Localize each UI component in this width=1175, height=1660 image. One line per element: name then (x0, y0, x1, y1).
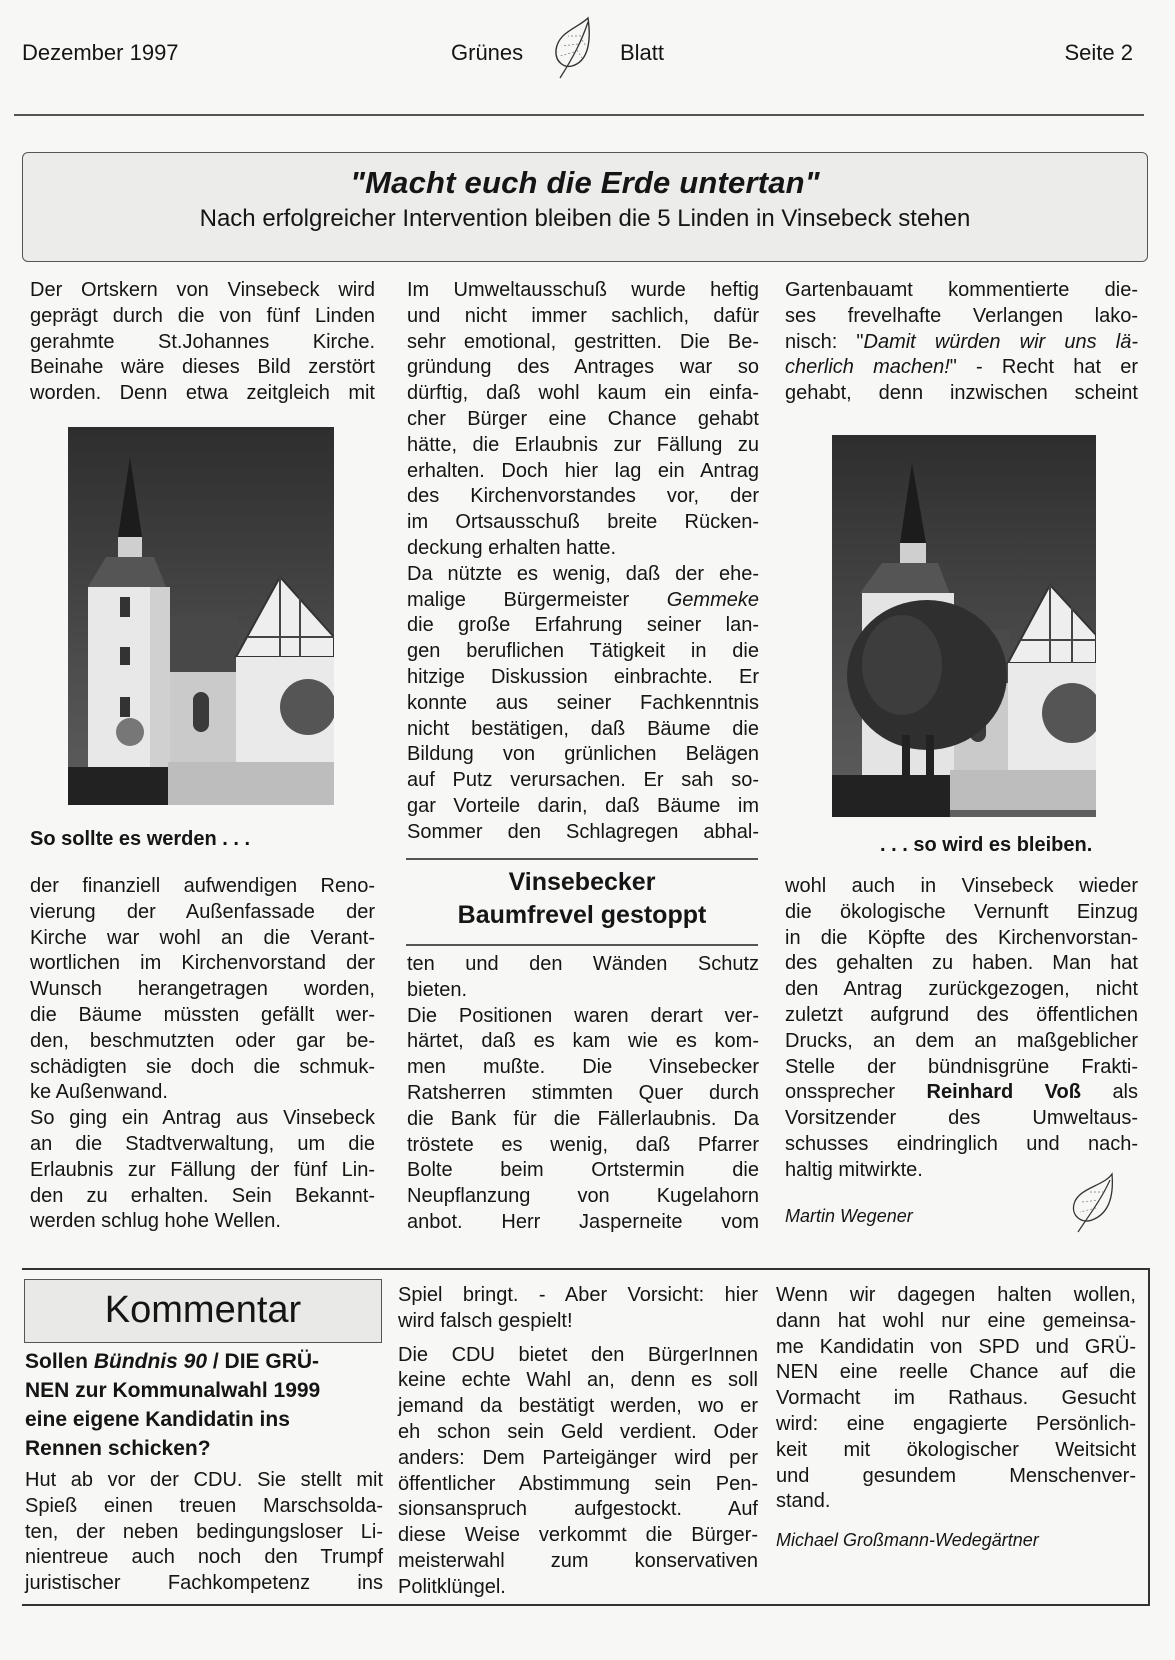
kommentar-col1 (25, 1468, 383, 1597)
text-line: Im Umweltausschuß wurde heftig (407, 279, 759, 301)
article-col1-bottom (30, 874, 375, 1235)
text-line: Ratsherren stimmten Quer durch (407, 1081, 759, 1104)
text-line: gar Vorteile darin, daß Bäume im (407, 794, 759, 817)
text-line: nientreue auch noch den Trumpf (25, 1546, 383, 1569)
article-author: Martin Wegener (785, 1206, 913, 1226)
masthead-left: Grünes (451, 40, 524, 65)
text-fragment: " - Recht hat er (949, 356, 1138, 379)
text-line (785, 330, 1138, 356)
article-col1-top (30, 278, 375, 407)
text-line: schusses eindringlich und nach- (785, 1132, 1138, 1155)
text-line: und nicht immer sachlich, dafür (407, 304, 759, 327)
text-line: und gesundem Menschenver- (776, 1464, 1136, 1487)
kommentar-label: Kommentar (24, 1279, 382, 1343)
text-line: Da nützte es wenig, daß der ehe- (407, 562, 759, 585)
text-line: gründung des Antrages war so (407, 356, 759, 379)
text-line: an die Stadtverwaltung, um die (30, 1132, 375, 1155)
text-line: die Bäume müssten gefällt wer- (30, 1003, 375, 1026)
text-line: jemand da bestätigt werden, wo er (398, 1395, 758, 1418)
quote-fragment: cherlich machen! (785, 356, 950, 379)
text-line: dürftig, daß wohl kaum ein einfa- (407, 382, 759, 405)
text-line: bieten. (407, 978, 468, 1001)
kommentar-question (25, 1347, 387, 1463)
person-name-gemmeke: Gemmeke (666, 588, 759, 611)
text-fragment: nisch: " (785, 330, 864, 353)
text-line: NEN eine reelle Chance auf die (776, 1361, 1136, 1384)
page-number: Seite 2 (1064, 40, 1133, 65)
person-name-voss: Reinhard Voß (926, 1081, 1081, 1104)
text-fragment: Sollen (25, 1350, 94, 1373)
subhead-rule-top (406, 858, 758, 860)
text-line: in die Köpfte des Kirchenvorstan- (785, 926, 1138, 949)
text-line: anders: Dem Parteigänger wird per (398, 1446, 758, 1469)
text-line: den zu erhalten. Sein Bekannt- (30, 1184, 375, 1207)
text-line: sehr emotional, gestritten. Die Be- (407, 330, 759, 353)
text-line: stand. (776, 1490, 831, 1513)
article-col2-top (407, 278, 759, 846)
text-line: Die Positionen waren derart ver- (407, 1004, 759, 1027)
text-line: Der Ortskern von Vinsebeck wird (30, 279, 375, 301)
text-line (407, 588, 759, 614)
text-line: härtet, daß es kam wie es kom- (407, 1030, 759, 1053)
text-line: Neupflanzung von Kugelahorn (407, 1185, 759, 1208)
text-line: So ging ein Antrag aus Vinsebeck (30, 1107, 375, 1130)
text-line: wohl auch in Vinsebeck wieder (785, 875, 1138, 897)
header-divider (14, 114, 1144, 116)
subhead-rule-bottom (406, 944, 758, 946)
text-line: erhalten. Doch hier lag ein Antrag (407, 459, 759, 482)
question-line (25, 1347, 387, 1376)
text-line: gehabt, denn inzwischen scheint (785, 382, 1138, 405)
text-line: schädigten sie doch die schmuk- (30, 1055, 375, 1078)
question-line: NEN zur Kommunalwahl 1999 (25, 1379, 321, 1402)
text-line: hitzige Diskussion einbrachte. Er (407, 665, 759, 688)
party-name-italic: Bündnis 90 (93, 1350, 208, 1373)
kommentar-author: Michael Großmann-Wedegärtner (776, 1530, 1039, 1550)
text-line: Bildung von grünlichen Belägen (407, 743, 759, 766)
text-line: cher Bürger eine Chance gehabt (407, 407, 759, 430)
text-fragment: onssprecher (785, 1081, 927, 1104)
text-line: die Bank für die Fällerlaubnis. Da (407, 1107, 759, 1130)
leaf-icon (548, 16, 604, 82)
text-line: meisterwahl zum konservativen (398, 1549, 758, 1572)
text-line: Kirche war wohl an die Verant- (30, 926, 375, 949)
text-line: juristischer Fachkompetenz ins (25, 1572, 383, 1595)
text-line: nicht bestätigen, daß Bäume die (407, 717, 759, 740)
text-line: ten, der neben bedingungsloser Li- (25, 1520, 383, 1543)
text-line: der finanziell aufwendigen Reno- (30, 875, 375, 897)
text-line: anbot. Herr Jasperneite vom (407, 1210, 759, 1233)
text-line: hätte, die Erlaubnis zur Fällung zu (407, 433, 759, 456)
text-line: diese Weise verkommt die Bürger- (398, 1524, 758, 1547)
subheadline: Nach erfolgreicher Intervention bleiben die 5 Linden in Vinsebeck stehen (199, 205, 971, 232)
text-line: Hut ab vor der CDU. Sie stellt mit (25, 1469, 383, 1491)
text-line: zuletzt aufgrund des öffentlichen (785, 1003, 1138, 1026)
text-line: Stelle der bündnisgrüne Frakti- (785, 1055, 1138, 1078)
photo-caption-right: . . . so wird es bleiben. (880, 834, 1093, 856)
text-line: Politklüngel. (398, 1575, 506, 1598)
text-fragment: als (1112, 1081, 1139, 1104)
masthead-right: Blatt (620, 40, 665, 65)
text-line: ten und den Wänden Schutz (407, 953, 759, 975)
text-line: Spiel bringt. - Aber Vorsicht: hier (398, 1284, 758, 1306)
text-line: Spieß einen treuen Marschsolda- (25, 1494, 383, 1517)
kommentar-col2 (398, 1283, 758, 1601)
headline: "Macht euch die Erde untertan" (350, 165, 820, 200)
text-fragment: malige Bürgermeister (407, 588, 630, 611)
text-line: Vormacht im Rathaus. Gesucht (776, 1387, 1136, 1410)
text-line: Drucks, an dem an maßgeblicher (785, 1029, 1138, 1052)
article-col2-bottom (407, 952, 759, 1236)
issue-date: Dezember 1997 (22, 40, 179, 65)
text-line: keine echte Wahl an, denn es soll (398, 1369, 758, 1392)
text-line: deckung erhalten hatte. (407, 536, 617, 559)
church-photo-with-trees (832, 435, 1096, 817)
text-line: tröstete es wenig, daß Pfarrer (407, 1133, 759, 1156)
text-line: wird falsch gespielt! (398, 1309, 573, 1332)
text-line: Wunsch herangetragen worden, (30, 978, 375, 1001)
subhead-line: Vinsebecker (508, 868, 656, 896)
text-line: Sommer den Schlagregen abhal- (407, 820, 759, 843)
text-line: auf Putz verursachen. Er sah so- (407, 769, 759, 792)
text-line: ke Außenwand. (30, 1081, 168, 1104)
question-line: Rennen schicken? (25, 1437, 211, 1460)
text-line: konnte aus seiner Fachkenntnis (407, 691, 759, 714)
text-line: gerahmte St.Johannes Kirche. (30, 330, 375, 353)
text-line: Gartenbauamt kommentierte die- (785, 279, 1138, 301)
article-col3-bottom (785, 874, 1138, 1184)
text-line: dann hat wohl nur eine gemeinsa- (776, 1309, 1136, 1332)
text-line: wird: eine engagierte Persönlich- (776, 1412, 1136, 1435)
paragraph-gap (398, 1335, 758, 1343)
text-line: Beinahe wäre dieses Bild zerstört (30, 356, 375, 379)
text-fragment: / DIE GRÜ- (207, 1350, 320, 1373)
text-line: keit mit ökologischer Weitsicht (776, 1438, 1136, 1461)
text-line (785, 355, 1138, 381)
article-subhead (406, 866, 758, 932)
headline-box (22, 152, 1148, 262)
quote-fragment: Damit würden wir uns lä- (863, 330, 1138, 353)
text-line: vierung der Außenfassade der (30, 900, 375, 923)
text-line: den Antrag zurückgezogen, nicht (785, 978, 1138, 1001)
subhead-line: Baumfrevel gestoppt (457, 901, 707, 929)
text-line: gen beruflichen Tätigkeit in die (407, 640, 759, 663)
text-line: öffentlicher Abstimmung sein Pen- (398, 1472, 758, 1495)
kommentar-col3 (776, 1283, 1136, 1515)
text-line (785, 1080, 1138, 1106)
text-line: des Kirchenvorstandes vor, der (407, 485, 759, 508)
text-line: Bolte beim Ortstermin die (407, 1159, 759, 1182)
text-line: im Ortsausschuß breite Rücken- (407, 511, 759, 534)
text-line: die ökologische Vernunft Einzug (785, 900, 1138, 923)
text-line: die große Erfahrung seiner lan- (407, 614, 759, 637)
text-line: den, beschmutzten oder gar be- (30, 1029, 375, 1052)
question-line: eine eigene Kandidatin ins (25, 1408, 290, 1431)
text-line: sionsanspruch aufgestockt. Auf (398, 1498, 758, 1521)
text-line: Vorsitzender des Umweltaus- (785, 1107, 1138, 1130)
text-line: me Kandidatin von SPD und GRÜ- (776, 1335, 1136, 1358)
church-photo-without-trees (68, 427, 334, 805)
photo-caption-left: So sollte es werden . . . (30, 828, 251, 850)
text-line: men mußte. Die Vinsebecker (407, 1056, 759, 1079)
text-line: Die CDU bietet den BürgerInnen (398, 1343, 758, 1366)
text-line: eh schon sein Geld verdient. Oder (398, 1420, 758, 1443)
leaf-icon (1068, 1172, 1118, 1236)
text-line: werden schlug hohe Wellen. (30, 1210, 281, 1233)
article-col3-top (785, 278, 1138, 407)
text-line: ses frevelhafte Verlangen lako- (785, 304, 1138, 327)
text-line: haltig mitwirkte. (785, 1158, 923, 1181)
text-line: wortlichen im Kirchenvorstand der (30, 952, 375, 975)
text-line: geprägt durch die von fünf Linden (30, 304, 375, 327)
text-line: des gehalten zu haben. Man hat (785, 952, 1138, 975)
text-line: Erlaubnis zur Fällung der fünf Lin- (30, 1158, 375, 1181)
text-line: Wenn wir dagegen halten wollen, (776, 1284, 1136, 1306)
text-line: worden. Denn etwa zeitgleich mit (30, 382, 375, 405)
